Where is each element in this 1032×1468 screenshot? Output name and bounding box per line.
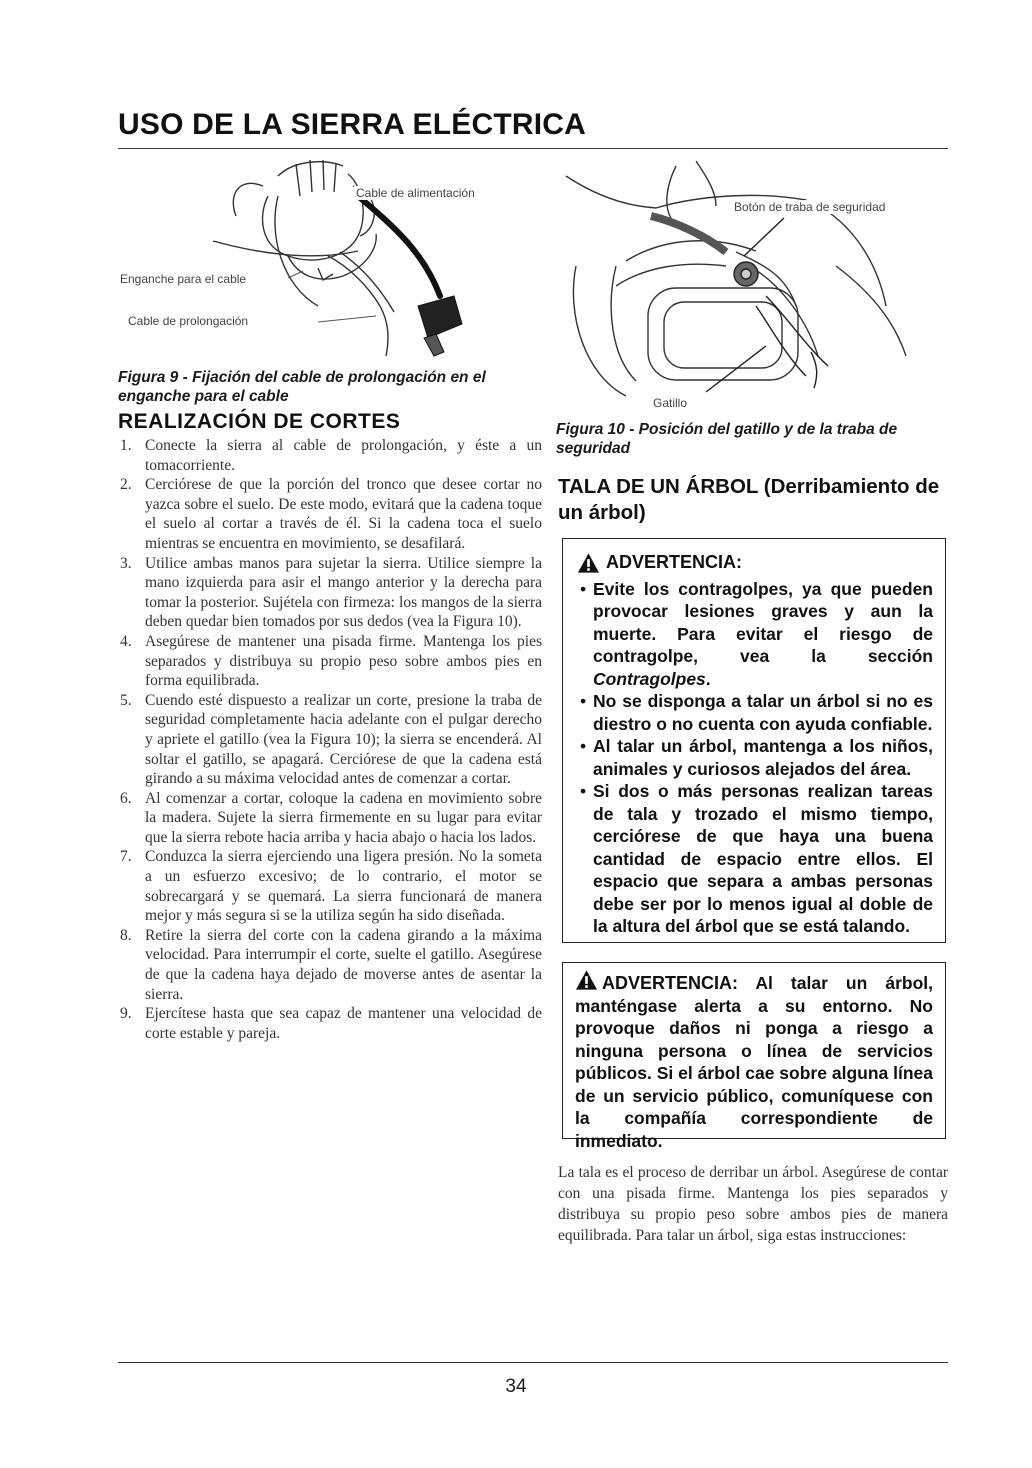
label-power-cord: Cable de alimentación bbox=[356, 186, 475, 200]
warning-triangle-icon bbox=[575, 969, 598, 991]
step-item: 3. Utilice ambas manos para sujetar la sierra. Utilice siempre la mano izquierda para asir el mango anterior y la derecha para tomar la posterior. Sujétela con firmeza: los mangos de la sierra deben quedar bien tomados por sus dedos (vea la Figura 10). bbox=[120, 554, 542, 631]
heading-felling: TALA DE UN ÁRBOL (Derribamiento de un árbol) bbox=[558, 475, 940, 524]
step-item: 1. Conecte la sierra al cable de prolongación, y éste a un tomacorriente. bbox=[120, 437, 542, 474]
step-item: 7. Conduzca la sierra ejerciendo una ligera presión. No la someta a un esfuerzo excesivo; de lo contrario, el motor se sobrecargará y se quemará. La sierra funcionará de manera mejor y más segura si se la utiliza según ha sido diseñada. bbox=[120, 848, 542, 925]
step-item: 6. Al comenzar a cortar, coloque la cadena en movimiento sobre la madera. Sujete la sierra firmemente en su lugar para evitar que la sierra rebote hacia arriba y hacia abajo o hacia los lados. bbox=[120, 789, 542, 846]
kickback-section-ref: Contragolpes bbox=[593, 668, 706, 689]
step-item: 4. Asegúrese de mantener una pisada firme. Mantenga los pies separados y distribuya su propio peso sobre ambos pies en forma equilibrada. bbox=[120, 632, 542, 690]
step-item: 5. Cuendo esté dispuesto a realizar un corte, presione la traba de seguridad completamente hacia adelante con el pulgar derecho y apriete el gatillo (vea la Figura 10); la sierra se encenderá. Al soltar el gatillo, se apagará. Cerciórese de que la cadena está girando a su máxima velocidad antes de comenzar a cortar. bbox=[120, 691, 542, 788]
warning-item: • Al talar un árbol, mantenga a los niños, animales y curiosos alejados del área. bbox=[580, 736, 933, 779]
label-cord-hook: Enganche para el cable bbox=[120, 272, 247, 286]
warning-triangle-icon bbox=[577, 552, 600, 574]
warning-item: • No se disponga a talar un árbol si no es diestro o no cuenta con ayuda confiable. bbox=[580, 691, 933, 734]
cutting-steps bbox=[118, 436, 542, 1043]
label-extension-cord: Cable de prolongación bbox=[128, 314, 249, 328]
figure-10 bbox=[556, 156, 948, 412]
warning-title: ADVERTENCIA: bbox=[577, 551, 933, 574]
warning-box-kickback bbox=[562, 538, 946, 943]
page-number: 34 bbox=[505, 1376, 527, 1397]
warning-item: • Evite los contragolpes, ya que pueden provocar lesiones graves y aun la muerte. Para evitar el riesgo de contragolpe, vea la sección Contragolpes. bbox=[580, 578, 933, 689]
step-item: 8. Retire la sierra del corte con la cadena girando a la máxima velocidad. Para interrumpir el corte, suelte el gatillo. Asegúrese de que la cadena haya dejado de moverse antes de asentar la sierra. bbox=[120, 926, 542, 1003]
header-rule bbox=[118, 148, 948, 149]
warning-item: • Si dos o más personas realizan tareas de tala y trozado el mismo tiempo, cerciórese de que haya una buena cantidad de espacio entre ellos. El espacio que separa a ambas personas debe ser por lo menos igual al doble de la altura del árbol que se está talando. bbox=[580, 781, 933, 936]
felling-paragraph: La tala es el proceso de derribar un árbol. Asegúrese de contar con una pisada firme. Mantenga los pies separados y distribuya su propio peso sobre ambos pies de manera equilibrada. Para talar un árbol, siga estas instrucciones: bbox=[558, 1164, 948, 1244]
step-item: 9. Ejercítese hasta que sea capaz de mantener una velocidad de corte estable y pareja. bbox=[120, 1005, 542, 1042]
step-item: 2. Cerciórese de que la porción del tronco que desee cortar no yazca sobre el suelo. De este modo, evitará que la cadena toque el suelo al cortar a través de él. Si la cadena toca el suelo mientras se encuentra en movimiento, se desafilará. bbox=[120, 476, 542, 552]
figure-10-caption: Figura 10 - Posición del gatillo y de la traba de seguridad bbox=[556, 421, 898, 457]
page-title: USO DE LA SIERRA ELÉCTRICA bbox=[118, 108, 587, 141]
label-trigger: Gatillo bbox=[653, 396, 688, 410]
warning-box-utility-lines bbox=[562, 962, 946, 1151]
warning-list bbox=[577, 578, 933, 938]
heading-cutting: REALIZACIÓN DE CORTES bbox=[118, 410, 401, 433]
figure-10-illustration bbox=[556, 156, 948, 412]
warning-text: Al talar un árbol, manténgase alerta a su entorno. No provoque daños ni ponga a riesgo a ninguna persona o línea de servicios públicos. Si el árbol cae sobre alguna línea de un servicio público, comuníquese con la compañía correspondiente de inmediato. bbox=[575, 973, 933, 1151]
warning-title: ADVERTENCIA: bbox=[575, 973, 738, 993]
footer-rule bbox=[118, 1362, 948, 1363]
label-safety-lock-button: Botón de traba de seguridad bbox=[734, 200, 886, 214]
figure-9-caption: Figura 9 - Fijación del cable de prolongación en el enganche para el cable bbox=[118, 369, 486, 405]
figure-9 bbox=[118, 156, 542, 366]
figure-9-illustration bbox=[118, 156, 542, 366]
